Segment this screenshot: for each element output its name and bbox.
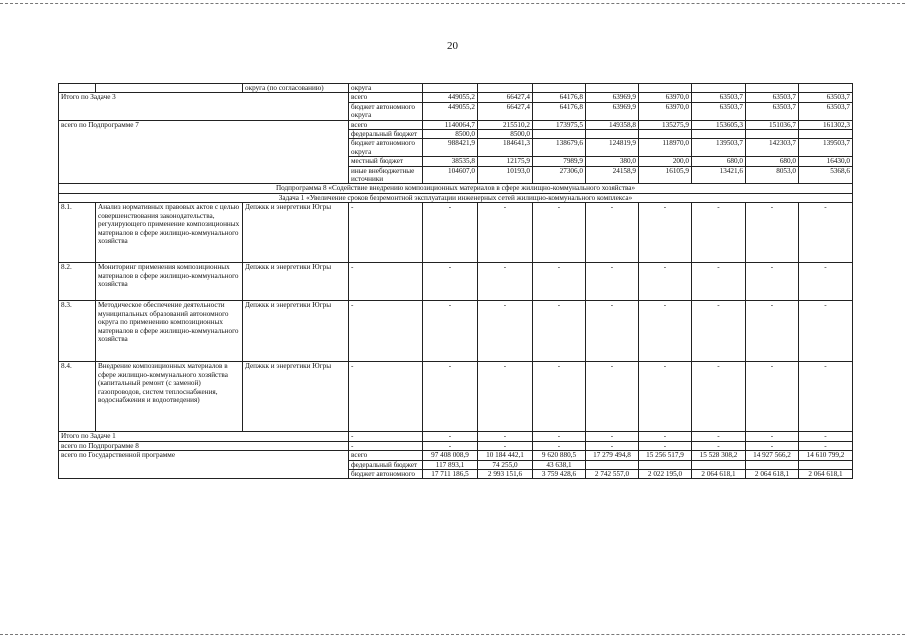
cell: 16105,9 [639,166,692,184]
cell: 63970,0 [639,93,692,102]
table-row [59,441,853,450]
cell: - [533,203,586,263]
cell: 104607,0 [423,166,478,184]
cell: 64176,8 [533,93,586,102]
cell: 3 759 428,6 [533,469,586,478]
item-text: Мониторинг применения композиционных материалов в сфере жилищно-коммунального хозяйства [96,263,243,301]
cell: 135275,9 [639,120,692,129]
cell: - [746,441,799,450]
cell: - [423,441,478,450]
cell: 14 927 566,2 [746,451,799,460]
cell: иные внебюджетные источники [349,166,423,184]
cell: 139503,7 [799,139,853,157]
cell: 2 064 618,1 [746,469,799,478]
cell: 17 279 494,8 [586,451,639,460]
item-text: Анализ нормативных правовых актов с целью совершенствования законодательства, регулирующего применение композиционных материалов в сфере жилищно-коммунального хозяйства [96,203,243,263]
cell: 1140064,7 [423,120,478,129]
cell: 184641,3 [478,139,533,157]
cell: 2 064 618,1 [799,469,853,478]
cell: 161302,3 [799,120,853,129]
cell: 15 256 517,9 [639,451,692,460]
cell: бюджет автономного [349,469,423,478]
cell: - [692,441,746,450]
cell: федеральный бюджет [349,130,423,139]
cell: 10193,0 [478,166,533,184]
cell: - [423,301,478,362]
page-number: 20 [447,40,458,52]
cell: 215510,2 [478,120,533,129]
table-row [59,84,853,93]
cell: 17 711 186,5 [423,469,478,478]
cell: 149358,8 [586,120,639,129]
cell: всего [349,93,423,102]
cell: 988421,9 [423,139,478,157]
row-label: всего по Подпрограмме 8 [59,441,349,450]
cell: - [639,432,692,441]
cell: - [586,441,639,450]
cell: 9 620 880,5 [533,451,586,460]
cell: 117 893,1 [423,460,478,469]
item-executor: Депжкк и энергетики Югры [243,362,349,432]
item-text: Внедрение композиционных материалов в сфере жилищно-коммунального хозяйства (капитальный ремонт (с заменой) газопроводов, систем теплоснабжения, водоснабжения и водоотведения) [96,362,243,432]
cell: 200,0 [639,157,692,166]
cell: - [533,362,586,432]
cell: 151036,7 [746,120,799,129]
cell: - [349,301,423,362]
cell: 63969,9 [586,102,639,120]
cell: - [349,203,423,263]
cell: 38535,8 [423,157,478,166]
cell: - [692,362,746,432]
cell: 8500,0 [423,130,478,139]
cell: 12175,9 [478,157,533,166]
cell: 97 408 008,9 [423,451,478,460]
cell: 380,0 [586,157,639,166]
item-executor: Депжкк и энергетики Югры [243,263,349,301]
row-label: Итого по Задаче 3 [59,93,349,120]
cell: - [799,263,853,301]
cell: 63503,7 [692,102,746,120]
cell: 449055,2 [423,93,478,102]
table-row [59,362,853,432]
cell: округа (по согласованию) [243,84,349,93]
cell: 10 184 442,1 [478,451,533,460]
cell: - [799,432,853,441]
cell: бюджет автономного округа [349,102,423,120]
cell: - [533,263,586,301]
cell: - [423,203,478,263]
table-row [59,184,853,193]
cell: бюджет автономного округа [349,139,423,157]
cell: 15 528 308,2 [692,451,746,460]
cell: 8500,0 [478,130,533,139]
item-number: 8.2. [59,263,96,301]
cell: - [746,432,799,441]
cell: 2 993 151,6 [478,469,533,478]
cell: 64176,8 [533,102,586,120]
cell: - [639,441,692,450]
cell: - [692,263,746,301]
cell: всего [349,451,423,460]
cell: - [586,432,639,441]
cell: 449055,2 [423,102,478,120]
cell: - [799,301,853,362]
cell: 680,0 [692,157,746,166]
cell: - [478,362,533,432]
cell: - [746,362,799,432]
cell: 43 638,1 [533,460,586,469]
table-row [59,301,853,362]
cell: 63970,0 [639,102,692,120]
scan-top-edge [0,3,905,4]
cell: - [478,203,533,263]
cell: - [746,301,799,362]
cell: - [639,362,692,432]
cell: - [692,301,746,362]
cell: - [423,362,478,432]
cell: федеральный бюджет [349,460,423,469]
cell: - [478,441,533,450]
cell: - [586,301,639,362]
cell: - [746,203,799,263]
cell: 7989,9 [533,157,586,166]
cell: - [639,203,692,263]
row-label: Итого по Задаче 1 [59,432,349,441]
cell: - [692,432,746,441]
table-row [59,432,853,441]
cell: 2 022 195,0 [639,469,692,478]
cell: округа [349,84,423,93]
cell: - [478,432,533,441]
item-executor: Депжкк и энергетики Югры [243,301,349,362]
cell: 14 610 799,2 [799,451,853,460]
cell: всего [349,120,423,129]
cell: - [478,263,533,301]
cell: - [639,263,692,301]
cell: - [533,432,586,441]
table-row [59,93,853,102]
cell: 153605,3 [692,120,746,129]
cell: - [586,203,639,263]
row-label: всего по Подпрограмме 7 [59,120,349,184]
cell: - [746,263,799,301]
cell: 13421,6 [692,166,746,184]
cell: 2 742 557,0 [586,469,639,478]
cell: - [533,301,586,362]
cell: - [478,301,533,362]
cell: 680,0 [746,157,799,166]
cell: - [349,263,423,301]
scan-bottom-edge [0,634,905,635]
cell: 63503,7 [746,93,799,102]
cell: 2 064 618,1 [692,469,746,478]
cell: 74 255,0 [478,460,533,469]
cell: 5368,6 [799,166,853,184]
cell: - [799,441,853,450]
cell: 66427,4 [478,102,533,120]
table-row [59,203,853,263]
cell: 63503,7 [799,93,853,102]
table-row [59,193,853,202]
table-row [59,451,853,460]
cell: 124819,9 [586,139,639,157]
cell: 63503,7 [746,102,799,120]
cell: 63503,7 [799,102,853,120]
item-number: 8.3. [59,301,96,362]
cell: 24158,9 [586,166,639,184]
funding-table [58,83,853,479]
item-text: Методическое обеспечение деятельности муниципальных образований автономного округа по применению композиционных материалов в сфере жилищно-коммунального хозяйства [96,301,243,362]
cell: 8053,0 [746,166,799,184]
cell: - [799,203,853,263]
cell: - [423,263,478,301]
cell: - [423,432,478,441]
cell: - [586,362,639,432]
cell: - [639,301,692,362]
cell: - [586,263,639,301]
subprogram-title: Подпрограмма 8 «Содействие внедрению композиционных материалов в сфере жилищно-коммунального хозяйства» [59,184,853,193]
cell: 173975,5 [533,120,586,129]
cell: 16430,0 [799,157,853,166]
item-executor: Депжкк и энергетики Югры [243,203,349,263]
cell: 27306,0 [533,166,586,184]
cell: - [349,362,423,432]
cell: 63503,7 [692,93,746,102]
task-title: Задача 1 «Увеличение сроков безремонтной эксплуатации инженерных сетей жилищно-коммунального комплекса» [59,193,853,202]
item-number: 8.4. [59,362,96,432]
table-row [59,120,853,129]
table-row [59,263,853,301]
cell: - [533,441,586,450]
cell: - [692,203,746,263]
item-number: 8.1. [59,203,96,263]
cell: 138679,6 [533,139,586,157]
cell: 142303,7 [746,139,799,157]
cell: 63969,9 [586,93,639,102]
cell: - [349,432,423,441]
cell: 118970,0 [639,139,692,157]
cell: местный бюджет [349,157,423,166]
cell: - [349,441,423,450]
cell: - [799,362,853,432]
cell: 66427,4 [478,93,533,102]
cell: 139503,7 [692,139,746,157]
row-label: всего по Государственной программе [59,451,349,479]
